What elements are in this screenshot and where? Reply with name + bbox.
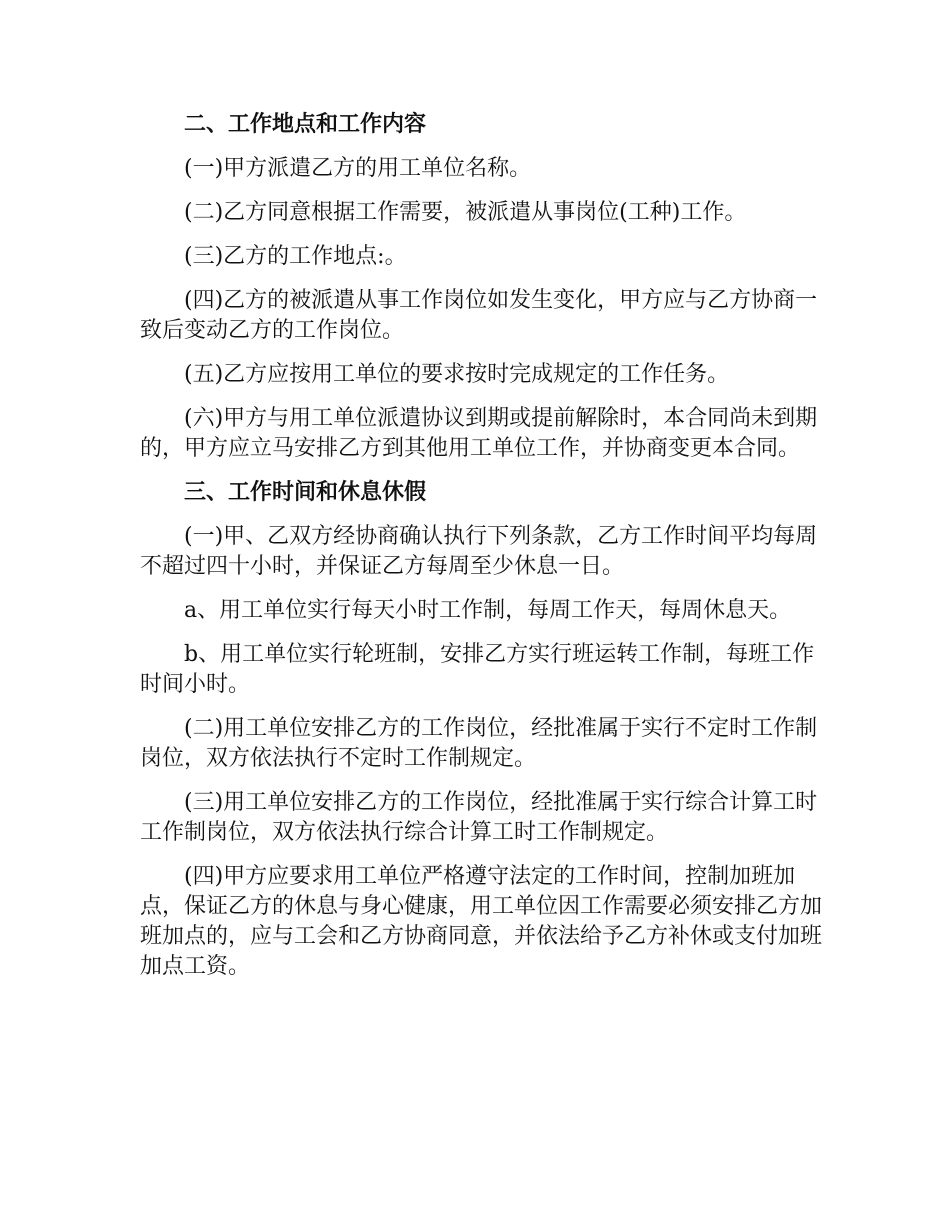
section-heading-work-hours: 三、工作时间和休息休假 <box>184 480 427 505</box>
paragraph: b、用工单位实行轮班制，安排乙方实行班运转工作制，每班工作时间小时。 <box>140 642 815 697</box>
paragraph: (二)乙方同意根据工作需要，被派遣从事岗位(工种)工作。 <box>184 200 747 225</box>
paragraph: (五)乙方应按用工单位的要求按时完成规定的工作任务。 <box>184 362 730 387</box>
paragraph: (四)甲方应要求用工单位严格遵守法定的工作时间，控制加班加点，保证乙方的休息与身心健康，用工单位因工作需要必须安排乙方加班加点的，应与工会和乙方协商同意，并依法给予乙方补休或支付加班加点工资。 <box>140 864 823 979</box>
paragraph: (四)乙方的被派遣从事工作岗位如发生变化，甲方应与乙方协商一致后变动乙方的工作岗位。 <box>140 288 818 343</box>
paragraph: (六)甲方与用工单位派遣协议到期或提前解除时，本合同尚未到期的，甲方应立马安排乙方到其他用工单位工作，并协商变更本合同。 <box>140 406 818 461</box>
paragraph: (一)甲、乙双方经协商确认执行下列条款，乙方工作时间平均每周不超过四十小时，并保证乙方每周至少休息一日。 <box>140 524 818 579</box>
paragraph: a、用工单位实行每天小时工作制，每周工作天，每周休息天。 <box>184 598 792 623</box>
document-page <box>140 110 830 996</box>
paragraph: (二)用工单位安排乙方的工作岗位，经批准属于实行不定时工作制岗位，双方依法执行不定时工作制规定。 <box>140 716 818 771</box>
paragraph: (一)甲方派遣乙方的用工单位名称。 <box>184 156 532 181</box>
paragraph: (三)乙方的工作地点:。 <box>184 244 407 269</box>
section-heading-work-location: 二、工作地点和工作内容 <box>184 112 427 137</box>
paragraph: (三)用工单位安排乙方的工作岗位，经批准属于实行综合计算工时工作制岗位，双方依法执行综合计算工时工作制规定。 <box>140 790 818 845</box>
